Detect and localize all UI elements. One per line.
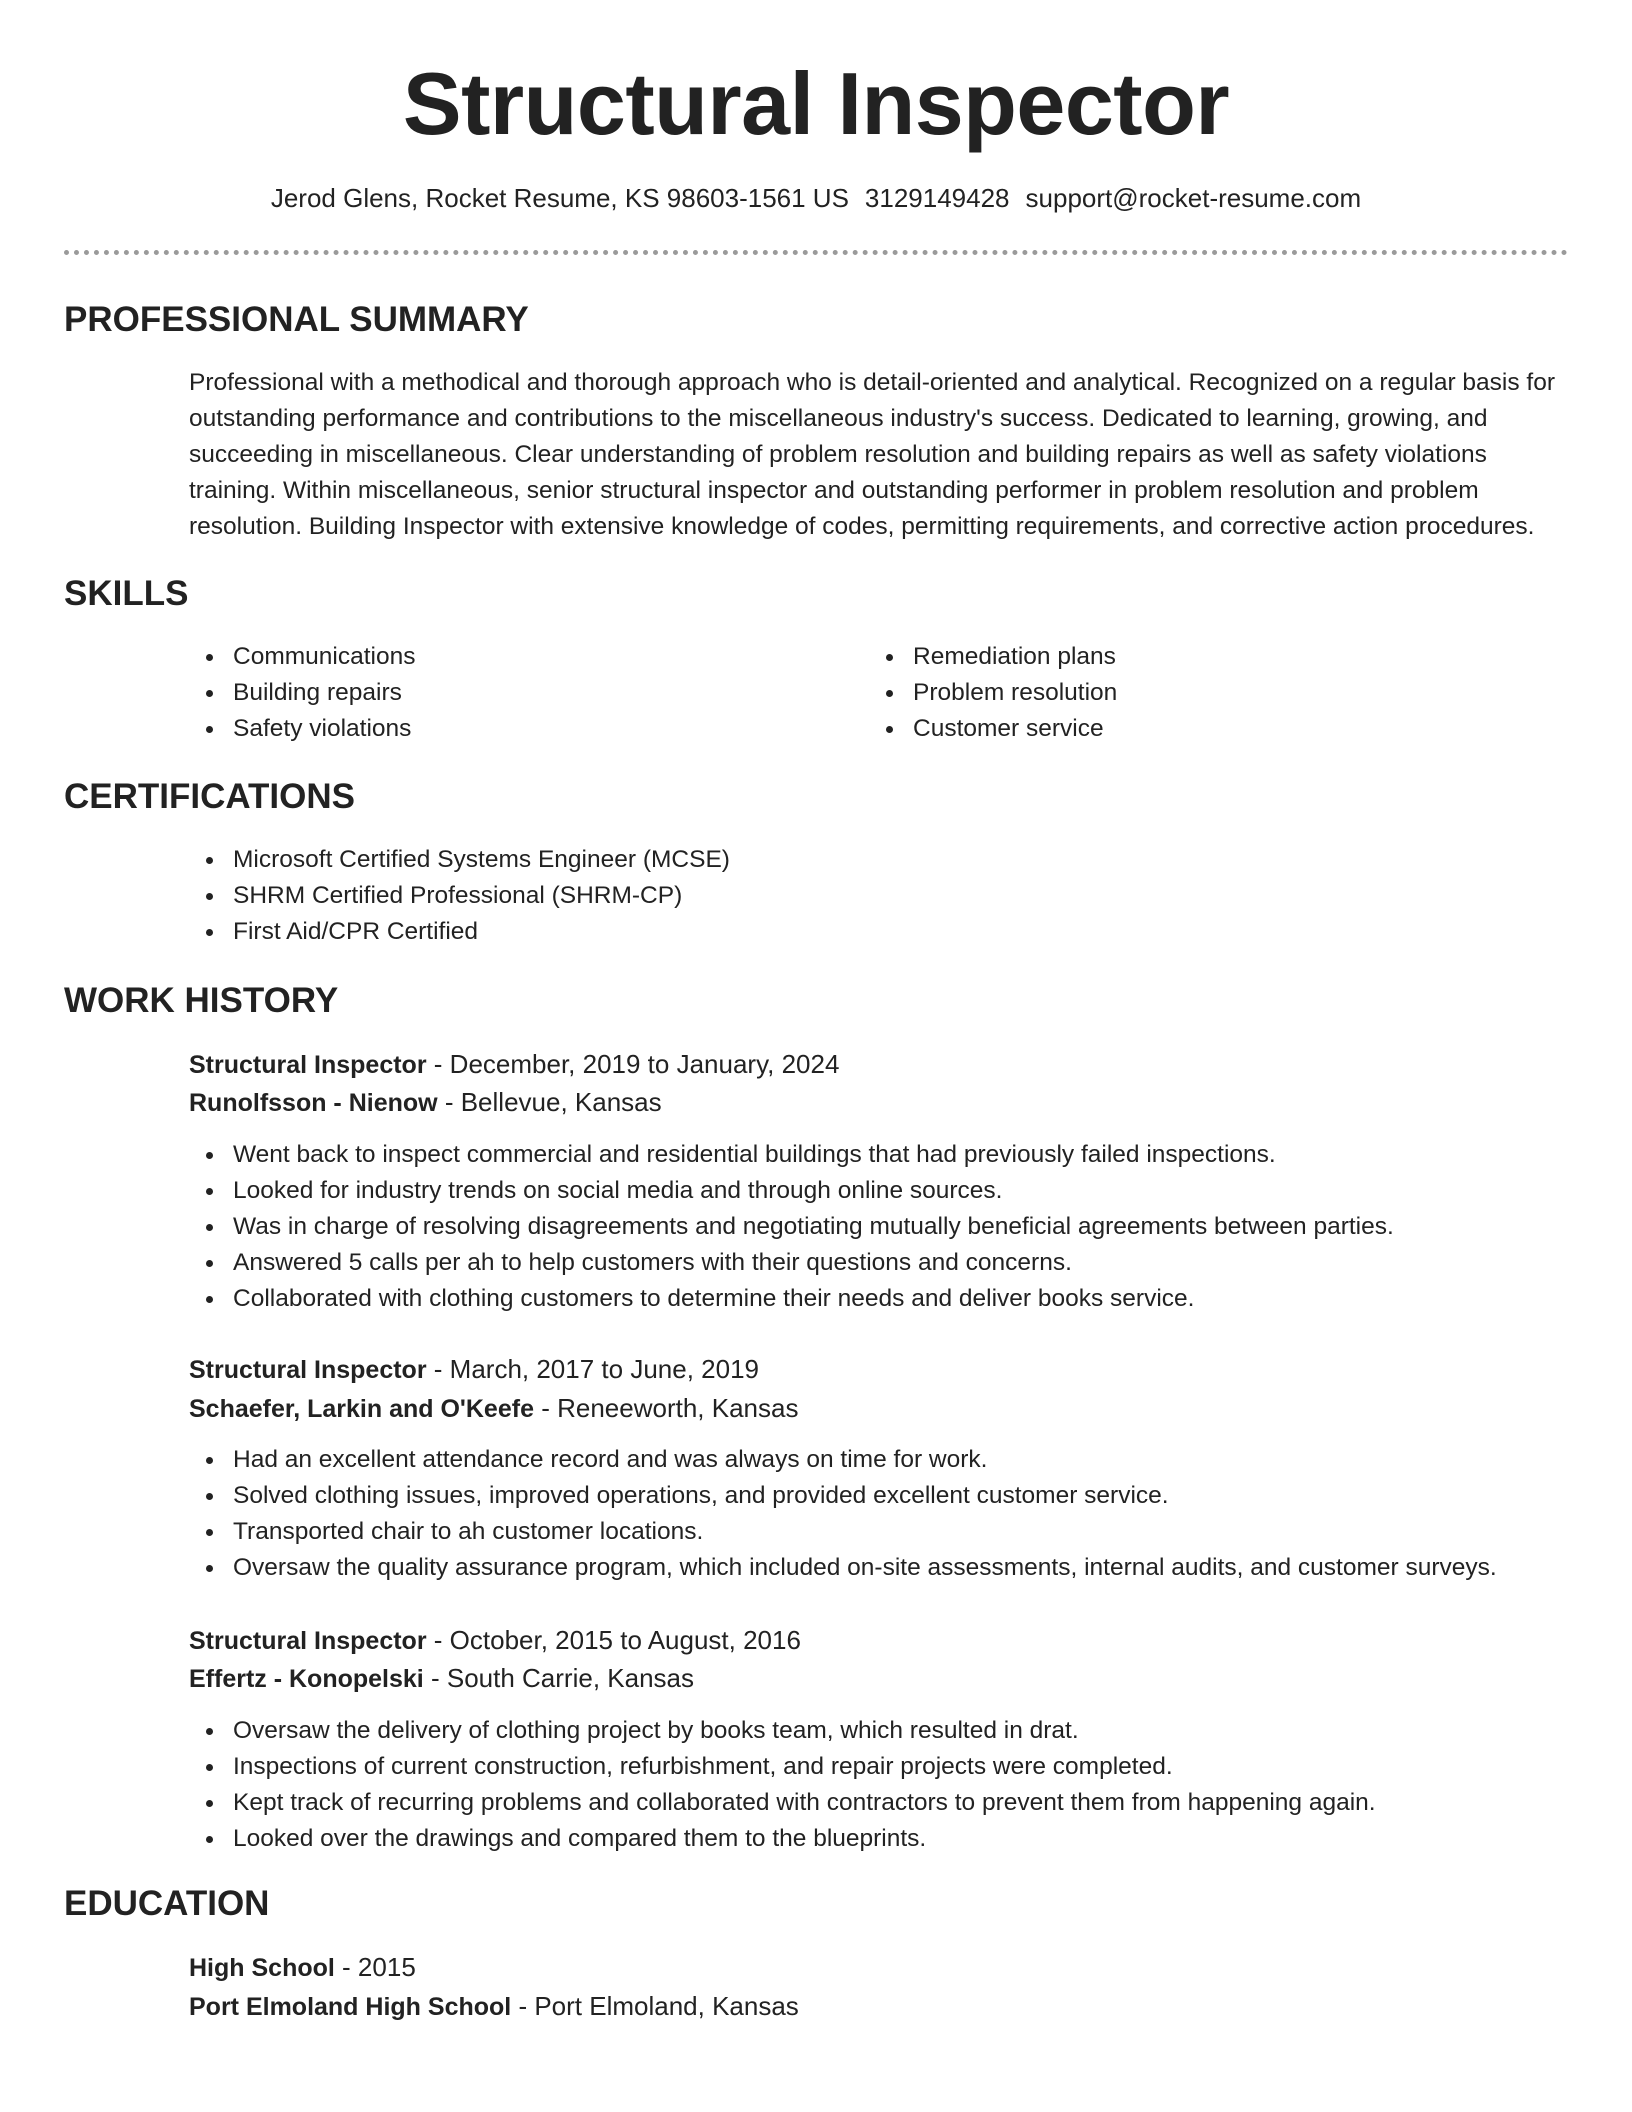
- job-location: - Reneeworth, Kansas: [533, 1393, 799, 1423]
- job-company: Effertz - Konopelski: [189, 1665, 424, 1693]
- contact-address: Jerod Glens, Rocket Resume, KS 98603-1561 US: [270, 183, 849, 213]
- education-degree-line: [189, 1948, 416, 1987]
- job-role: Structural Inspector: [189, 1627, 427, 1655]
- job-role: Structural Inspector: [189, 1356, 427, 1384]
- job-dates: - December, 2019 to January, 2024: [426, 1049, 840, 1079]
- job-bullet: Collaborated with clothing customers to determine their needs and deliver books service.: [189, 1281, 1579, 1317]
- work-history-heading: WORK HISTORY: [64, 981, 339, 1020]
- skill-item: Remediation plans: [869, 639, 1519, 675]
- resume-title: Structural Inspector: [402, 54, 1230, 153]
- job-dates: - March, 2017 to June, 2019: [426, 1354, 759, 1384]
- job-role: Structural Inspector: [189, 1051, 427, 1079]
- job-bullets: [189, 1137, 1579, 1317]
- job-title-line: [189, 1350, 759, 1389]
- education-year: - 2015: [334, 1952, 416, 1982]
- skills-list-right: [869, 639, 1519, 747]
- job-company: Runolfsson - Nienow: [189, 1089, 438, 1117]
- job-bullet: Was in charge of resolving disagreements and negotiating mutually beneficial agreements between parties.: [189, 1209, 1579, 1245]
- contact-line: [0, 180, 1632, 216]
- education-heading: EDUCATION: [64, 1884, 270, 1923]
- job-title-line: [189, 1621, 801, 1660]
- certifications-list: [189, 842, 1569, 950]
- job-location: - Bellevue, Kansas: [437, 1087, 662, 1117]
- job-bullet: Inspections of current construction, refurbishment, and repair projects were completed.: [189, 1749, 1579, 1785]
- job-dates: - October, 2015 to August, 2016: [426, 1625, 801, 1655]
- job-bullet: Went back to inspect commercial and residential buildings that had previously failed inspections.: [189, 1137, 1579, 1173]
- job-bullet: Transported chair to ah customer locations.: [189, 1514, 1579, 1550]
- job-bullet: Solved clothing issues, improved operations, and provided excellent customer service.: [189, 1478, 1579, 1514]
- skill-item: Safety violations: [189, 711, 839, 747]
- job-company: Schaefer, Larkin and O'Keefe: [189, 1395, 534, 1423]
- contact-email: support@rocket-resume.com: [1025, 183, 1362, 213]
- job-bullet: Kept track of recurring problems and collaborated with contractors to prevent them from happening again.: [189, 1785, 1579, 1821]
- education-location: - Port Elmoland, Kansas: [511, 1991, 799, 2021]
- job-title-line: [189, 1045, 839, 1084]
- certification-item: First Aid/CPR Certified: [189, 914, 1569, 950]
- certification-item: Microsoft Certified Systems Engineer (MCSE): [189, 842, 1569, 878]
- job-bullets: [189, 1713, 1579, 1857]
- summary-heading: PROFESSIONAL SUMMARY: [64, 300, 529, 339]
- certification-item: SHRM Certified Professional (SHRM-CP): [189, 878, 1569, 914]
- job-bullet: Answered 5 calls per ah to help customers with their questions and concerns.: [189, 1245, 1579, 1281]
- job-company-line: [189, 1083, 662, 1122]
- education-school-line: [189, 1987, 799, 2026]
- job-company-line: [189, 1389, 798, 1428]
- job-location: - South Carrie, Kansas: [423, 1663, 694, 1693]
- job-bullet: Had an excellent attendance record and was always on time for work.: [189, 1442, 1579, 1478]
- skills-heading: SKILLS: [64, 574, 189, 613]
- skill-item: Customer service: [869, 711, 1519, 747]
- education-degree: High School: [189, 1954, 335, 1982]
- skill-item: Communications: [189, 639, 839, 675]
- job-bullets: [189, 1442, 1579, 1586]
- skill-item: Problem resolution: [869, 675, 1519, 711]
- job-company-line: [189, 1659, 694, 1698]
- skills-list-left: [189, 639, 839, 747]
- job-bullet: Oversaw the quality assurance program, which included on-site assessments, internal audits, and customer surveys.: [189, 1550, 1579, 1586]
- skill-item: Building repairs: [189, 675, 839, 711]
- contact-phone: 3129149428: [864, 183, 1010, 213]
- header-divider: [64, 250, 1568, 255]
- summary-text: Professional with a methodical and thorough approach who is detail-oriented and analytical. Recognized on a regular basis for outstanding performance and contributions to the miscellaneous industry's success. Dedicated to learning, growing, and succeeding in miscellaneous. Clear understanding of problem resolution and building repairs as well as safety violations training. Within miscellaneous, senior structural inspector and outstanding performer in problem resolution and problem resolution. Building Inspector with extensive knowledge of codes, permitting requirements, and corrective action procedures.: [189, 369, 1556, 540]
- job-bullet: Looked over the drawings and compared them to the blueprints.: [189, 1821, 1579, 1857]
- certifications-heading: CERTIFICATIONS: [64, 777, 356, 816]
- education-school: Port Elmoland High School: [189, 1993, 512, 2021]
- job-bullet: Looked for industry trends on social media and through online sources.: [189, 1173, 1579, 1209]
- job-bullet: Oversaw the delivery of clothing project by books team, which resulted in drat.: [189, 1713, 1579, 1749]
